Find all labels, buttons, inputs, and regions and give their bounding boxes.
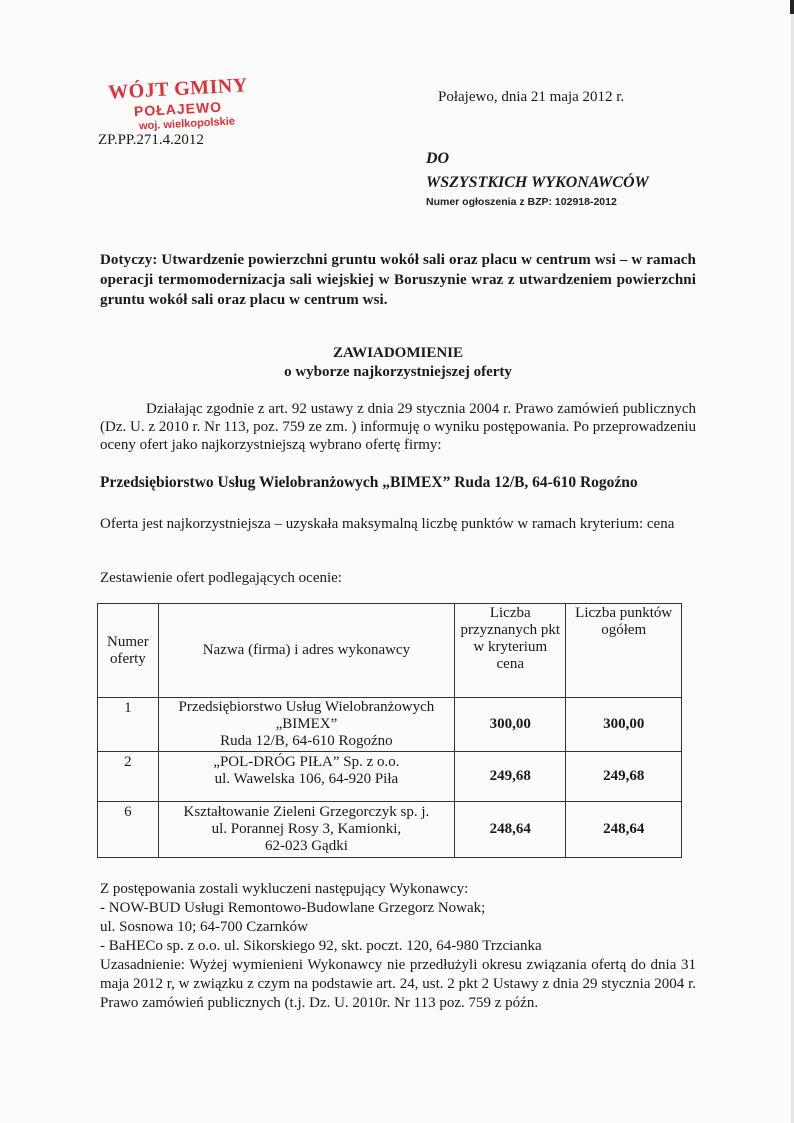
header-total-points: Liczba punktów ogółem	[566, 604, 682, 698]
title-sub: o wyborze najkorzystniejszej oferty	[284, 364, 512, 380]
total-points: 249,68	[566, 752, 682, 802]
paragraph-legal-basis: Działając zgodnie z art. 92 ustawy z dnia 29 stycznia 2004 r. Prawo zamówień publicznych (Dz. U. z 2010 r. Nr 113, poz. 759 ze zm. ) informuję o wyniku postępowania. Po przeprowadzeniu oceny ofert jako najkorzystniejszą wybrano ofertę firmy:	[100, 401, 696, 453]
contractor-address: ul. Wawelska 106, 64-920 Piła	[214, 771, 399, 787]
stamp-line-1: WÓJT GMINY	[107, 74, 249, 104]
excluded-item-1: - NOW-BUD Usługi Remontowo-Budowlane Grzegorz Nowak;	[100, 900, 486, 916]
header-price-points: Liczba przyznanych pkt w kryterium cena	[455, 604, 566, 698]
total-points: 248,64	[566, 802, 682, 858]
paragraph-justification: Oferta jest najkorzystniejsza – uzyskała maksymalną liczbę punktów w ramach kryterium: cena	[100, 516, 675, 532]
title-main: ZAWIADOMIENIE	[332, 345, 464, 361]
paragraph-table-intro: Zestawienie ofert podlegających ocenie:	[100, 570, 342, 586]
price-points: 248,64	[455, 802, 566, 858]
stamp-line-2: POŁAJEWO	[133, 98, 223, 120]
contractor-cell	[158, 752, 454, 802]
price-points: 300,00	[455, 698, 566, 752]
addressee	[426, 147, 649, 195]
bzp-number: Numer ogłoszenia z BZP: 102918-2012	[426, 196, 617, 208]
header-contractor: Nazwa (firma) i adres wykonawcy	[158, 604, 454, 698]
excluded-section	[100, 880, 696, 1013]
table-row	[98, 802, 682, 858]
addressee-line-2: WSZYSTKICH WYKONAWCÓW	[426, 174, 649, 191]
contractor-cell	[158, 698, 454, 752]
excluded-item-2: - BaHECo sp. z o.o. ul. Sikorskiego 92, skt. poczt. 120, 64-980 Trzcianka	[100, 938, 542, 954]
contractor-address: Ruda 12/B, 64-610 Rogoźno	[220, 733, 393, 749]
excluded-justification: Uzasadnienie: Wyżej wymienieni Wykonawcy nie przedłużyli okresu związania ofertą do dnia 31 maja 2012 r, w związku z czym na podstawie art. 24, ust. 2 pkt 2 Ustawy z dnia 29 stycznia 2004 r. Prawo zamówień publicznych (t.j. Dz. U. 2010r. Nr 113 poz. 759 z późn.	[100, 957, 696, 1011]
contractor-name: „POL-DRÓG PIŁA” Sp. z o.o.	[213, 754, 400, 770]
subject: Dotyczy: Utwardzenie powierzchni gruntu wokół sali oraz placu w centrum wsi – w ramach operacji termomodernizacja sali wiejskiej w Boruszynie wraz z utwardzeniem powierzchni gruntu wokół sali oraz placu w centrum wsi.	[100, 252, 696, 308]
official-stamp	[98, 74, 258, 133]
place-date: Połajewo, dnia 21 maja 2012 r.	[438, 89, 625, 105]
contractor-name: Przedsiębiorstwo Usług Wielobranżowych	[178, 699, 435, 715]
table-row	[98, 752, 682, 802]
contractor-address: ul. Porannej Rosy 3, Kamionki,	[211, 821, 402, 837]
header-offer-number: Numer oferty	[98, 604, 159, 698]
excluded-intro: Z postępowania zostali wykluczeni następujący Wykonawcy:	[100, 881, 469, 897]
price-points: 249,68	[455, 752, 566, 802]
offer-number: 1	[98, 698, 159, 752]
offer-number: 2	[98, 752, 159, 802]
contractor-postcode: 62-023 Gądki	[264, 838, 348, 854]
selected-firm: Przedsiębiorstwo Usług Wielobranżowych „BIMEX” Ruda 12/B, 64-610 Rogoźno	[100, 474, 638, 491]
contractor-name: Kształtowanie Zieleni Grzegorczyk sp. j.	[183, 804, 430, 820]
scan-corner-mark	[790, 0, 794, 14]
document-title	[100, 344, 696, 382]
total-points: 300,00	[566, 698, 682, 752]
offers-table	[97, 603, 682, 858]
table-row	[98, 698, 682, 752]
table-header-row	[98, 604, 682, 698]
stamp-line-3: woj. wielkopolskie	[138, 115, 236, 133]
offer-number: 6	[98, 802, 159, 858]
excluded-item-1-address: ul. Sosnowa 10; 64-700 Czarnków	[100, 919, 308, 935]
contractor-name-cont: „BIMEX”	[275, 716, 338, 732]
addressee-line-1: DO	[426, 150, 450, 167]
reference-number: ZP.PP.271.4.2012	[98, 132, 204, 148]
contractor-cell	[158, 802, 454, 858]
